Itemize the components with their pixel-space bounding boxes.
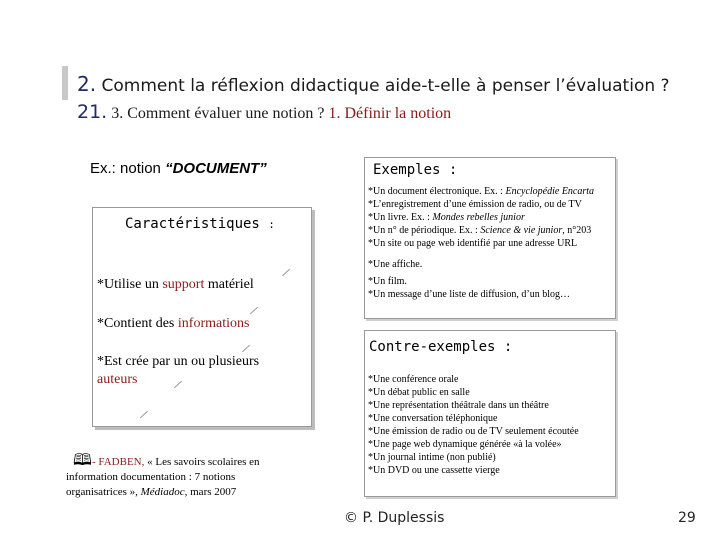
slide-title-line-2	[77, 101, 451, 123]
list-item: *Un document électronique. Ex. : Encyclopédie Encarta	[368, 186, 595, 197]
pencil-mark	[282, 269, 290, 276]
title-number-2: 21.	[77, 101, 108, 123]
list-item: *Une émission de radio ou de TV seulement écoutée	[368, 426, 579, 437]
list-item: *Une conférence orale	[368, 374, 459, 385]
copyright-notice: © P. Duplessis	[344, 510, 445, 526]
bibliographic-reference: - FADBEN, « Les savoirs scolaires en information documentation : 7 notions organisatrices », Médiadoc, mars 2007	[66, 456, 260, 498]
characteristic-item: *Est crée par un ou plusieurs auteurs	[97, 354, 260, 387]
list-item: *Une conversation téléphonique	[368, 413, 498, 424]
title-text-2-red: 1. Définir la notion	[328, 105, 452, 122]
counter-examples-title: Contre-exemples :	[369, 339, 513, 355]
list-item: *Un site ou page web identifié par une adresse URL	[368, 238, 578, 249]
characteristic-item: *Utilise un support matériel	[97, 277, 254, 292]
list-item: *Un film.	[368, 276, 407, 287]
pencil-mark	[140, 411, 148, 418]
counter-examples-list	[368, 373, 579, 477]
examples-box	[364, 157, 616, 319]
slide-title-line-1	[77, 72, 670, 96]
list-item: *Une représentation théâtrale dans un théâtre	[368, 400, 549, 411]
book-icon: 🕮	[73, 452, 92, 469]
list-item: *Un DVD ou une cassette vierge	[368, 465, 500, 476]
list-item: *Une page web dynamique générée «à la volée»	[368, 439, 562, 450]
pencil-mark	[242, 345, 250, 352]
list-item: *Un livre. Ex. : Mondes rebelles junior	[368, 212, 525, 223]
characteristics-box	[92, 207, 312, 427]
title-number-1: 2.	[77, 72, 97, 96]
pencil-mark	[250, 307, 258, 314]
page-number: 29	[678, 510, 696, 526]
examples-list	[368, 185, 612, 301]
list-item: *Un débat public en salle	[368, 387, 470, 398]
characteristic-item: *Contient des informations	[97, 316, 250, 331]
notion-name: “DOCUMENT”	[165, 160, 267, 177]
list-item: *Un message d’une liste de diffusion, d’un blog…	[368, 289, 571, 300]
example-notion-label: Ex.: notion “DOCUMENT”	[90, 160, 267, 177]
list-item: *Une affiche.	[368, 259, 423, 270]
title-accent-bar	[62, 66, 68, 100]
title-text-1: Comment la réflexion didactique aide-t-elle à penser l’évaluation ?	[101, 76, 670, 96]
list-item: *Un journal intime (non publié)	[368, 452, 496, 463]
list-item: *L’enregistrement d’une émission de radio, ou de TV	[368, 199, 582, 210]
title-text-2: 3. Comment évaluer une notion ?	[111, 105, 325, 122]
characteristics-title: Caractéristiques :	[125, 216, 275, 232]
list-item: *Un n° de périodique. Ex. : Science & vie junior, n°203	[368, 225, 592, 236]
counter-examples-box	[364, 330, 616, 497]
examples-title: Exemples :	[373, 162, 458, 178]
